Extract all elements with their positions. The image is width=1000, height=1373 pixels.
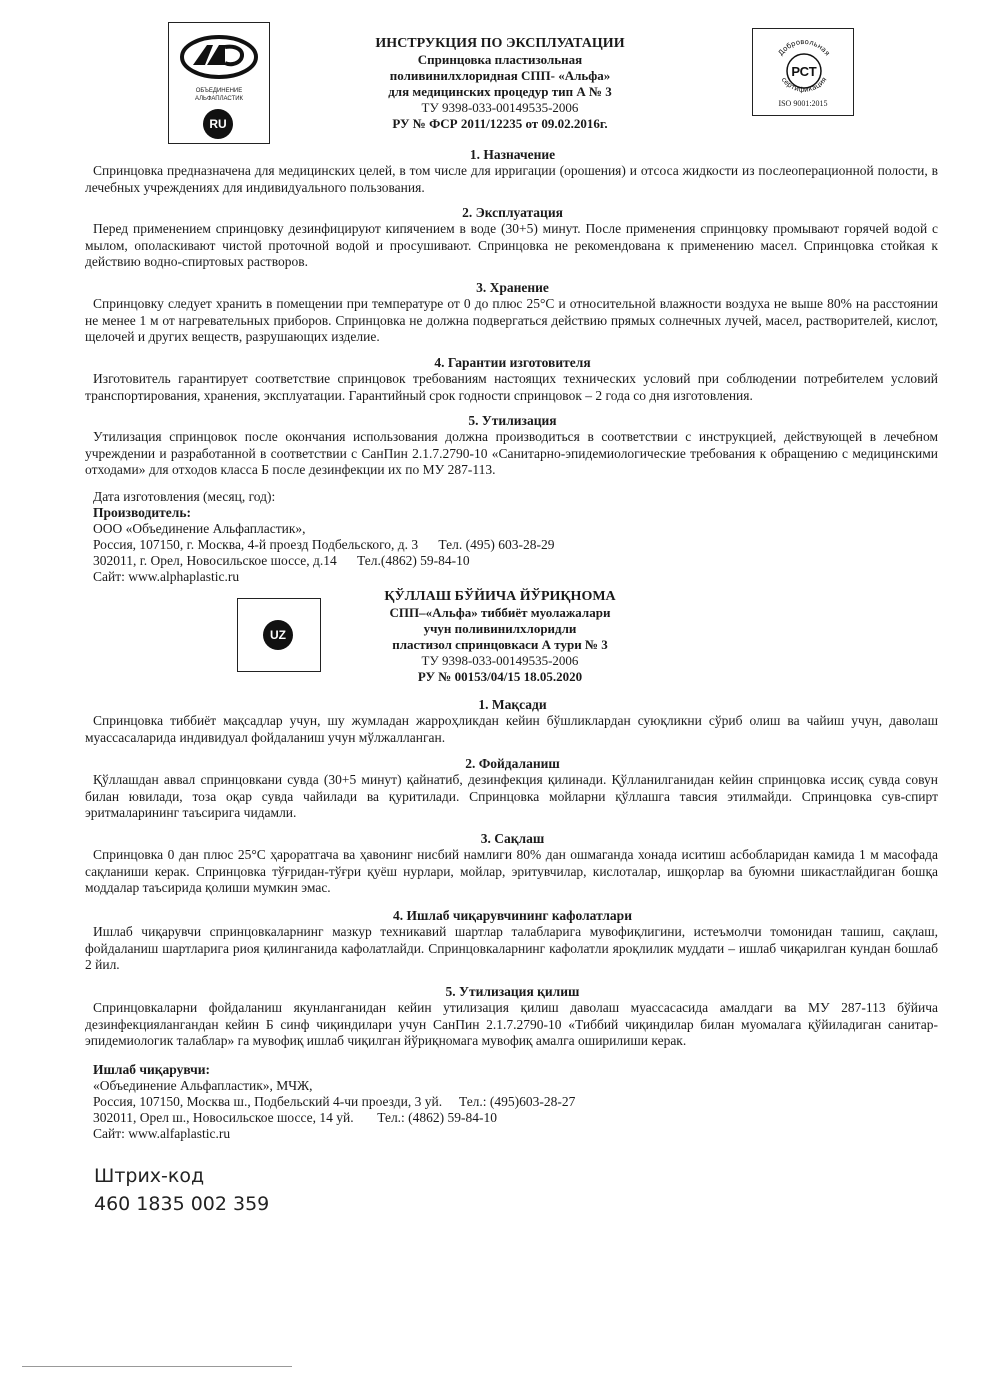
ru-producer-line-1: ООО «Объединение Альфапластик», xyxy=(93,521,306,536)
uz-section-1-text: Спринцовка тиббиёт мақсадлар учун, шу жумладан жарроҳликдан кейин бўшликлардан суюқликни сўриб олиш ва чайиш учун, даволаш муассасаларида индивидуал фойдаланиш учун мўлжалланган. xyxy=(85,713,938,745)
cert-box xyxy=(752,28,854,116)
ru-header-line-1: Спринцовка пластизольная xyxy=(417,52,583,67)
uz-producer-label: Ишлаб чиқарувчи: xyxy=(93,1062,211,1077)
uz-title: ҚЎЛЛАШ БЎЙИЧА ЙЎРИҚНОМА xyxy=(384,589,616,604)
logo-line-1: ОБЪЕДИНЕНИЕ xyxy=(195,88,243,94)
uz-logo-box xyxy=(237,598,321,672)
ru-section-3-title: 3. Хранение xyxy=(476,280,549,295)
ru-section-5-title: 5. Утилизация xyxy=(468,413,557,428)
ru-producer-line-3: 302011, г. Орел, Новосильское шоссе, д.14 Тел.(4862) 59-84-10 xyxy=(93,553,470,568)
uz-producer-line-1: «Объединение Альфапластик», МЧЖ, xyxy=(93,1078,313,1093)
uz-section-2-text: Қўллашдан аввал спринцовкани сувда (30+5 минут) қайнатиб, дезинфекция қилинади. Қўлланилганидан кейин спринцовка иссиқ сувда совун билан ювилади, тоза оқар сувда чайилади ва қуритилади. Спринцовка мойларни қўллашга тавсия этилмайди. Спринцовка сув-спирт эритмаларининг таъсирига чидамли. xyxy=(85,772,938,820)
ru-header-line-4: ТУ 9398-033-00149535-2006 xyxy=(421,100,579,115)
uz-header xyxy=(330,589,670,685)
cert-text-bottom: сертификация xyxy=(779,75,829,94)
uz-section-3-text: Спринцовка 0 дан плюс 25°С ҳароратгача ва ҳавонинг нисбий намлиги 80% дан ошмаганда хонада иситиш асбобларидан камида 1 м масофада сақланиши керак. Спринцовка тўғридан-тўғри қуёш нурлари, мойлар, эритувчилар, кислоталар, ишқорлар ва буюмни шикастлайдиган бошқа моддалар таъсирида қолиши мумкин эмас. xyxy=(85,847,938,895)
uz-section-1-title: 1. Мақсади xyxy=(478,697,547,712)
uz-producer-line-2: Россия, 107150, Москва ш., Подбельский 4-чи проезди, 3 уй. Тел.: (495)603-28-27 xyxy=(93,1094,576,1109)
barcode-number: 460 1835 002 359 xyxy=(94,1193,270,1215)
ru-logo-box xyxy=(168,22,270,144)
uz-section-4-text: Ишлаб чиқарувчи спринцовкаларнинг мазкур техникавий шартлар талабларига мувофиқлигини, истеъмолчи томонидан ташиш, сақлаш, фойдаланиш шартларига риоя қилинганида кафолатлайди. Спринцовкаларнинг кафолатли яроқлилик муддати – ишлаб чиқарилган кундан бошлаб 2 йил. xyxy=(85,924,938,972)
ru-header xyxy=(330,36,670,132)
cert-mark: РСТ xyxy=(791,64,817,79)
ru-header-line-2: поливинилхлоридная СПП- «Альфа» xyxy=(389,68,611,83)
ru-header-line-5: РУ № ФСР 2011/12235 от 09.02.2016г. xyxy=(392,116,608,131)
uz-section-2-title: 2. Фойдаланиш xyxy=(465,756,560,771)
ru-producer-line-2: Россия, 107150, г. Москва, 4-й проезд Подбельского, д. 3 Тел. (495) 603-28-29 xyxy=(93,537,555,552)
uz-header-line-2: учун поливинилхлоридли xyxy=(423,621,577,636)
ru-producer-label: Производитель: xyxy=(93,505,191,520)
cert-text-top: Добровольная xyxy=(776,37,832,58)
mfg-date-label: Дата изготовления (месяц, год): xyxy=(93,489,276,504)
rst-certification-icon xyxy=(767,31,841,99)
cert-iso: ISO 9001:2015 xyxy=(778,99,828,108)
scan-edge-line xyxy=(22,1366,292,1367)
barcode-label: Штрих-код xyxy=(94,1165,205,1187)
uz-section-5-title: 5. Утилизация қилиш xyxy=(445,984,580,999)
ru-badge: RU xyxy=(203,109,233,139)
uz-section-4-title: 4. Ишлаб чиқарувчининг кафолатлари xyxy=(393,908,632,923)
ru-section-5-text: Утилизация спринцовок после окончания использования должна производиться в соответствии с инструкцией, действующей в лечебном учреждении и разработанной в соответствии с СанПин 2.1.7.2790-10 «Санитарно-эпидемиологические требования к обращению с медицинскими отходами» для отходов класса Б после дезинфекции их по МУ 287-113. xyxy=(85,429,938,477)
ru-title: ИНСТРУКЦИЯ ПО ЭКСПЛУАТАЦИИ xyxy=(375,36,625,51)
ru-section-2-title: 2. Эксплуатация xyxy=(462,205,563,220)
logo-line-2: АЛЬФАПЛАСТИК xyxy=(194,96,244,102)
alfaplastic-logo-icon xyxy=(179,33,259,83)
ru-section-2-text: Перед применением спринцовку дезинфицируют кипячением в воде (30+5) минут. После применения спринцовку промывают горячей водой с мылом, ополаскивают чистой проточной водой и просушивают. Спринцовка не рекомендована к применению масел. Спринцовка стойкая к действию водно-спиртовых растворов. xyxy=(85,221,938,269)
ru-section-1-text: Спринцовка предназначена для медицинских целей, в том числе для ирригации (орошения) и отсоса жидкости из послеоперационной полости, в лечебных учреждениях для индивидуального пользования. xyxy=(85,163,938,195)
ru-section-1-title: 1. Назначение xyxy=(469,147,556,162)
uz-header-line-4: ТУ 9398-033-00149535-2006 xyxy=(421,653,579,668)
ru-section-3-text: Спринцовку следует хранить в помещении при температуре от 0 до плюс 25°С и относительной влажности воздуха не выше 80% на расстоянии не менее 1 м от нагревательных приборов. Спринцовка не должна подвергаться действию прямых солнечных лучей, масел, растворителей, кислот, щелочей и других веществ, разрушающих изделие. xyxy=(85,296,938,344)
ru-section-4-title: 4. Гарантии изготовителя xyxy=(434,355,591,370)
uz-header-line-1: СПП–«Альфа» тиббиёт муолажалари xyxy=(389,605,611,620)
uz-badge: UZ xyxy=(263,620,293,650)
uz-header-line-5: РУ № 00153/04/15 18.05.2020 xyxy=(417,669,583,684)
ru-section-4-text: Изготовитель гарантирует соответствие спринцовок требованиям настоящих технических условий при соблюдении потребителем условий транспортирования, хранения, эксплуатации. Гарантийный срок годности спринцовок – 2 года со дня изготовления. xyxy=(85,371,938,403)
uz-section-3-title: 3. Сақлаш xyxy=(480,831,545,846)
uz-section-5-text: Спринцовкаларни фойдаланиш якунланганидан кейин утилизация қилиш даволаш муассасасида амалдаги ва МУ 287-113 бўйича дезинфекциялангандан кейин Б синф чиқиндилари учун СанПин 2.1.7.2790-10 «Тиббий чиқиндилар билан муомалага қўйиладиган санитар-эпидемиологик талаблар» га мувофиқ ишлаб чиқилган йўриқномага мувофиқ амалга оширилиши керак. xyxy=(85,1000,938,1048)
uz-producer-site: Сайт: www.alfaplastic.ru xyxy=(93,1126,231,1141)
ru-header-line-3: для медицинских процедур тип А № 3 xyxy=(388,84,612,99)
uz-header-line-3: пластизол спринцовкаси А тури № 3 xyxy=(392,637,608,652)
uz-producer-line-3: 302011, Орел ш., Новосильское шоссе, 14 уй. Тел.: (4862) 59-84-10 xyxy=(93,1110,498,1125)
ru-producer-site: Сайт: www.alphaplastic.ru xyxy=(93,569,240,584)
